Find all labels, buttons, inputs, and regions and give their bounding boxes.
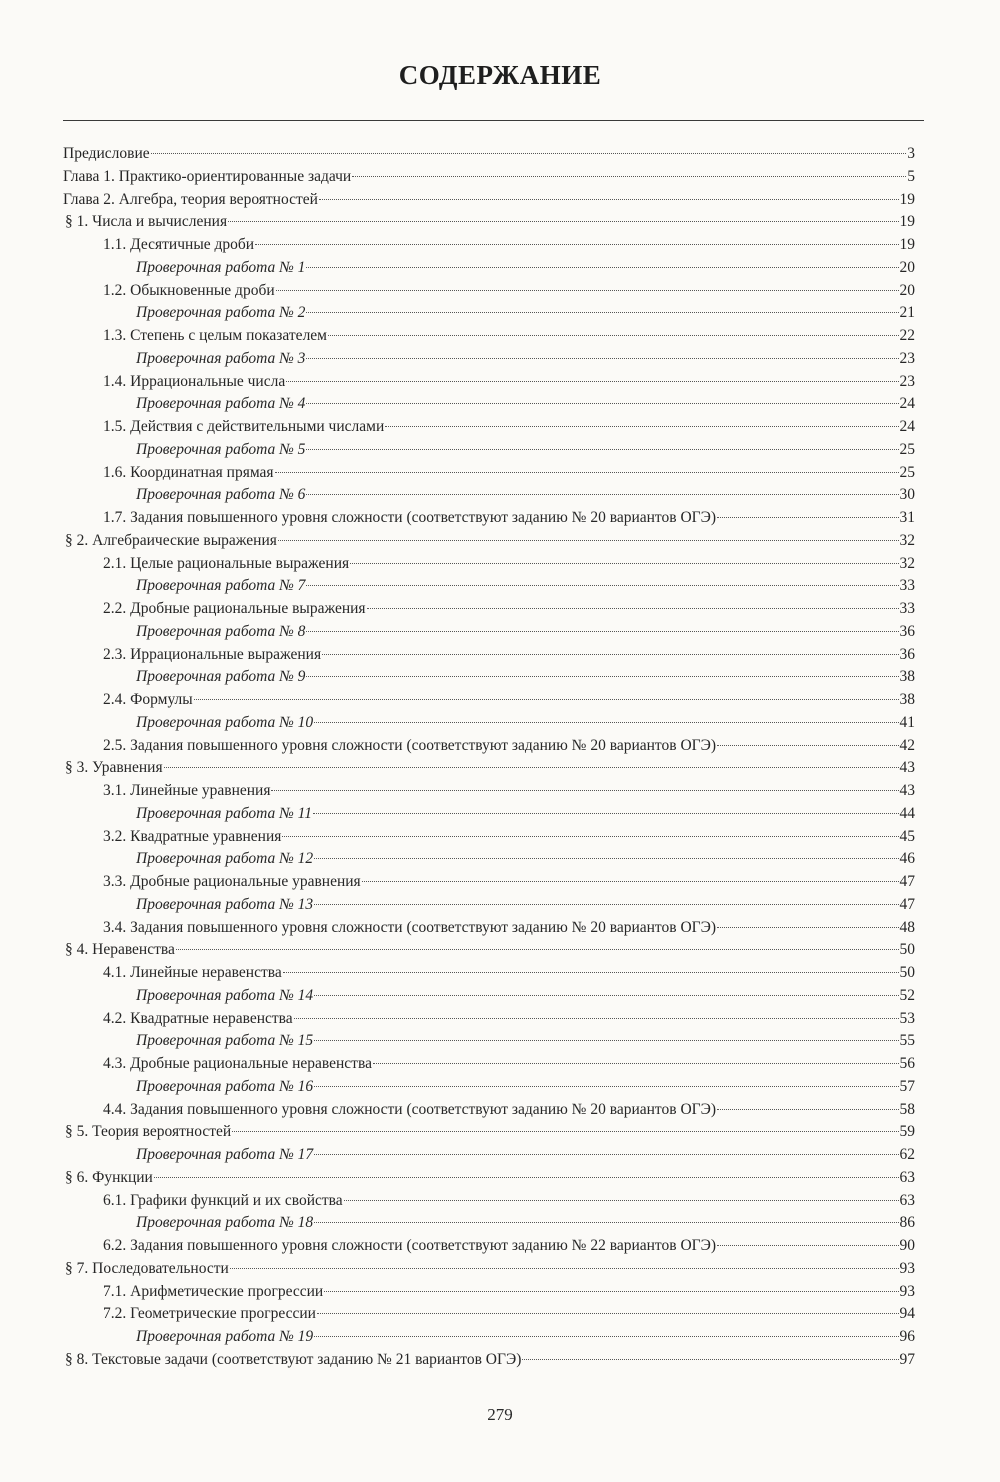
- toc-entry-page: 94: [899, 1305, 915, 1323]
- toc-entry: [63, 234, 915, 257]
- dot-leader: [276, 290, 899, 291]
- dot-leader: [314, 1222, 898, 1223]
- toc-entry: [63, 1121, 915, 1144]
- toc-entry: [63, 1167, 915, 1190]
- toc-entry-page: 25: [899, 463, 915, 481]
- toc-entry-label: 6.1. Графики функций и их свойства: [103, 1191, 343, 1209]
- toc-entry-page: 42: [899, 736, 915, 754]
- toc-entry-page: 25: [899, 440, 915, 458]
- toc-entry: [63, 871, 915, 894]
- toc-entry-label: 2.3. Иррациональные выражения: [103, 645, 322, 663]
- toc-entry: [63, 325, 915, 348]
- toc-entry-page: 46: [899, 850, 915, 868]
- toc-entry-label: Проверочная работа № 13: [136, 895, 314, 913]
- toc-entry-page: 55: [899, 1032, 915, 1050]
- toc-entry-page: 32: [899, 531, 915, 549]
- toc-entry-page: 38: [899, 691, 915, 708]
- toc-entry-page: 3: [907, 145, 915, 162]
- toc-entry-test: [63, 712, 915, 735]
- toc-entry-label: Глава 1. Практико-ориентированные задачи: [63, 167, 352, 185]
- toc-entry: [63, 143, 915, 166]
- toc-entry: [63, 780, 915, 803]
- toc-entry-page: 97: [899, 1350, 915, 1368]
- toc-entry-label: § 2. Алгебраические выражения: [65, 531, 277, 549]
- toc-entry-label: Проверочная работа № 16: [136, 1077, 314, 1095]
- toc-entry-page: 50: [899, 941, 915, 959]
- dot-leader: [314, 904, 898, 905]
- dot-leader: [362, 881, 899, 882]
- dot-leader: [319, 199, 899, 200]
- toc-entry-page: 47: [899, 873, 915, 890]
- toc-entry-label: 3.2. Квадратные уравнения: [103, 827, 282, 845]
- toc-entry-page: 19: [899, 236, 915, 253]
- dot-leader: [717, 745, 899, 746]
- toc-entry-page: 5: [907, 167, 915, 185]
- dot-leader: [352, 176, 906, 177]
- toc-entry-label: Проверочная работа № 6: [136, 486, 306, 504]
- toc-entry-page: 33: [899, 577, 915, 595]
- dot-leader: [306, 585, 898, 586]
- dot-leader: [314, 1336, 898, 1337]
- toc-entry-test: [63, 1030, 915, 1053]
- toc-entry-test: [63, 803, 915, 826]
- page-title: СОДЕРЖАНИЕ: [398, 60, 602, 90]
- toc-entry-page: 57: [899, 1077, 915, 1095]
- toc-entry-label: 4.4. Задания повышенного уровня сложности (соответствуют заданию № 20 вариантов ОГЭ): [103, 1100, 716, 1118]
- toc-entry-label: Проверочная работа № 15: [136, 1032, 314, 1050]
- toc-entry-label: 7.1. Арифметические прогрессии: [103, 1282, 324, 1300]
- toc-entry-page: 86: [899, 1214, 915, 1232]
- toc-entry-label: Проверочная работа № 14: [136, 986, 314, 1004]
- toc-entry: [63, 1258, 915, 1281]
- toc-entry-page: 23: [899, 349, 915, 367]
- toc-entry: [63, 211, 915, 234]
- toc-entry: [63, 939, 915, 962]
- toc-entry-label: 1.7. Задания повышенного уровня сложности (соответствуют заданию № 20 вариантов ОГЭ): [103, 509, 716, 526]
- dot-leader: [313, 813, 898, 814]
- toc-entry: [63, 917, 915, 940]
- toc-entry-test: [63, 848, 915, 871]
- toc-entry-label: § 1. Числа и вычисления: [65, 213, 228, 231]
- toc-entry: [63, 644, 915, 667]
- dot-leader: [271, 790, 898, 791]
- toc-entry-label: Проверочная работа № 8: [136, 622, 306, 640]
- dot-leader: [373, 1063, 899, 1064]
- dot-leader: [164, 767, 899, 768]
- toc-entry-label: § 8. Текстовые задачи (соответствуют заданию № 21 вариантов ОГЭ): [65, 1350, 522, 1368]
- toc-entry-page: 63: [899, 1168, 915, 1186]
- toc-entry-label: Проверочная работа № 2: [136, 304, 306, 322]
- dot-leader: [314, 1040, 898, 1041]
- toc-entry: [63, 189, 915, 212]
- toc-entry-test: [63, 257, 915, 280]
- toc-entry-label: 2.5. Задания повышенного уровня сложности (соответствуют заданию № 20 вариантов ОГЭ): [103, 736, 716, 754]
- toc-entry-page: 56: [899, 1055, 915, 1072]
- page-number: 279: [487, 1405, 513, 1424]
- toc-entry-test: [63, 393, 915, 416]
- toc-entry: [63, 962, 915, 985]
- dot-leader: [306, 494, 898, 495]
- toc-entry-test: [63, 575, 915, 598]
- table-of-contents: [63, 143, 915, 1372]
- toc-entry-label: 2.2. Дробные рациональные выражения: [103, 600, 366, 617]
- dot-leader: [350, 563, 898, 564]
- toc-entry-label: 1.1. Десятичные дроби: [103, 236, 255, 253]
- dot-leader: [306, 358, 898, 359]
- dot-leader: [317, 1313, 899, 1314]
- dot-leader: [283, 972, 899, 973]
- toc-entry-label: § 7. Последовательности: [65, 1259, 229, 1277]
- toc-entry-page: 21: [899, 304, 915, 322]
- toc-entry-label: Проверочная работа № 12: [136, 850, 314, 868]
- dot-leader: [367, 608, 899, 609]
- toc-entry: [63, 416, 915, 439]
- toc-entry-page: 63: [899, 1191, 915, 1209]
- toc-entry-label: Проверочная работа № 19: [136, 1328, 314, 1345]
- toc-entry: [63, 280, 915, 303]
- dot-leader: [306, 312, 898, 313]
- toc-entry: [63, 530, 915, 553]
- dot-leader: [154, 1177, 899, 1178]
- dot-leader: [717, 927, 899, 928]
- toc-entry: [63, 553, 915, 576]
- toc-entry-page: 20: [899, 281, 915, 299]
- dot-leader: [385, 426, 898, 427]
- toc-entry-label: 7.2. Геометрические прогрессии: [103, 1305, 316, 1323]
- dot-leader: [294, 1018, 899, 1019]
- dot-leader: [314, 1154, 898, 1155]
- toc-entry: [63, 1190, 915, 1213]
- toc-entry-label: Проверочная работа № 11: [136, 804, 313, 822]
- toc-entry-page: 19: [899, 213, 915, 231]
- toc-entry-page: 52: [899, 986, 915, 1004]
- dot-leader: [306, 676, 898, 677]
- dot-leader: [255, 244, 898, 245]
- toc-entry: [63, 1303, 915, 1326]
- toc-entry-label: Проверочная работа № 18: [136, 1214, 314, 1232]
- toc-entry: [63, 826, 915, 849]
- toc-entry-label: Проверочная работа № 9: [136, 668, 306, 686]
- title-rule: [63, 120, 924, 121]
- toc-entry-test: [63, 1076, 915, 1099]
- toc-entry-page: 90: [899, 1237, 915, 1254]
- toc-entry-label: Проверочная работа № 17: [136, 1146, 314, 1163]
- toc-entry-label: 1.4. Иррациональные числа: [103, 372, 286, 390]
- toc-entry-page: 31: [899, 509, 915, 526]
- toc-entry-test: [63, 1144, 915, 1167]
- toc-entry-label: 4.2. Квадратные неравенства: [103, 1009, 293, 1027]
- toc-entry-test: [63, 621, 915, 644]
- dot-leader: [322, 654, 898, 655]
- toc-entry-test: [63, 302, 915, 325]
- toc-entry-page: 43: [899, 782, 915, 799]
- toc-entry-page: 45: [899, 827, 915, 845]
- toc-entry-page: 22: [899, 327, 915, 344]
- toc-entry: [63, 689, 915, 712]
- toc-entry: [63, 1053, 915, 1076]
- toc-entry-label: 3.4. Задания повышенного уровня сложности (соответствуют заданию № 20 вариантов ОГЭ): [103, 918, 716, 936]
- dot-leader: [328, 335, 899, 336]
- toc-entry: [63, 371, 915, 394]
- dot-leader: [230, 1268, 899, 1269]
- dot-leader: [344, 1200, 899, 1201]
- toc-entry-test: [63, 484, 915, 507]
- toc-entry-label: Проверочная работа № 10: [136, 713, 314, 731]
- toc-entry-page: 93: [899, 1282, 915, 1300]
- toc-entry-page: 62: [899, 1146, 915, 1163]
- toc-entry-label: Проверочная работа № 5: [136, 440, 306, 458]
- dot-leader: [717, 517, 899, 518]
- toc-entry-label: 2.4. Формулы: [103, 691, 193, 708]
- dot-leader: [522, 1359, 898, 1360]
- toc-entry-label: Предисловие: [63, 145, 150, 162]
- toc-entry-label: Проверочная работа № 4: [136, 395, 306, 413]
- dot-leader: [314, 995, 898, 996]
- toc-entry-test: [63, 666, 915, 689]
- toc-entry: [63, 1008, 915, 1031]
- toc-entry: [63, 166, 915, 189]
- dot-leader: [151, 153, 907, 154]
- dot-leader: [282, 836, 898, 837]
- toc-entry: [63, 735, 915, 758]
- dot-leader: [314, 1086, 898, 1087]
- dot-leader: [275, 472, 899, 473]
- toc-entry-label: Проверочная работа № 3: [136, 349, 306, 367]
- toc-entry-label: Проверочная работа № 1: [136, 258, 306, 276]
- dot-leader: [314, 722, 898, 723]
- toc-entry-label: § 4. Неравенства: [65, 941, 175, 959]
- toc-entry-page: 36: [899, 645, 915, 663]
- toc-entry-page: 38: [899, 668, 915, 686]
- toc-entry-page: 47: [899, 895, 915, 913]
- toc-entry-page: 23: [899, 372, 915, 390]
- toc-entry-page: 53: [899, 1009, 915, 1027]
- dot-leader: [717, 1245, 899, 1246]
- toc-entry: [63, 1099, 915, 1122]
- toc-entry-page: 59: [899, 1123, 915, 1141]
- toc-entry-label: 1.3. Степень с целым показателем: [103, 327, 327, 344]
- toc-entry-label: 4.1. Линейные неравенства: [103, 964, 282, 981]
- dot-leader: [324, 1291, 898, 1292]
- toc-entry-page: 32: [899, 554, 915, 572]
- toc-entry: [63, 1235, 915, 1258]
- toc-entry-page: 20: [899, 258, 915, 276]
- dot-leader: [306, 631, 898, 632]
- dot-leader: [176, 949, 899, 950]
- dot-leader: [194, 699, 899, 700]
- dot-leader: [306, 449, 898, 450]
- toc-entry-label: § 6. Функции: [65, 1168, 153, 1186]
- toc-entry-test: [63, 985, 915, 1008]
- toc-entry-page: 24: [899, 418, 915, 435]
- toc-entry-page: 24: [899, 395, 915, 413]
- toc-entry-page: 44: [899, 804, 915, 822]
- toc-entry-page: 36: [899, 622, 915, 640]
- toc-entry-test: [63, 348, 915, 371]
- toc-entry-label: 6.2. Задания повышенного уровня сложности (соответствуют заданию № 22 вариантов ОГЭ): [103, 1237, 716, 1254]
- toc-entry-test: [63, 1326, 915, 1349]
- toc-entry-test: [63, 894, 915, 917]
- toc-entry-label: 2.1. Целые рациональные выражения: [103, 554, 350, 572]
- toc-entry-page: 50: [899, 964, 915, 981]
- toc-entry: [63, 598, 915, 621]
- toc-entry-label: 1.5. Действия с действительными числами: [103, 418, 385, 435]
- toc-entry-label: § 5. Теория вероятностей: [65, 1123, 232, 1141]
- toc-entry-test: [63, 439, 915, 462]
- toc-entry-label: 3.3. Дробные рациональные уравнения: [103, 873, 361, 890]
- toc-entry-page: 48: [899, 918, 915, 936]
- dot-leader: [286, 381, 898, 382]
- toc-entry: [63, 1281, 915, 1304]
- toc-entry-page: 43: [899, 759, 915, 777]
- toc-entry: [63, 757, 915, 780]
- toc-entry-label: Глава 2. Алгебра, теория вероятностей: [63, 190, 318, 208]
- toc-entry-page: 96: [899, 1328, 915, 1345]
- toc-entry: [63, 507, 915, 530]
- toc-entry-test: [63, 1212, 915, 1235]
- toc-entry: [63, 1349, 915, 1372]
- toc-entry: [63, 462, 915, 485]
- dot-leader: [306, 403, 898, 404]
- toc-entry-page: 93: [899, 1259, 915, 1277]
- toc-entry-label: 1.6. Координатная прямая: [103, 463, 274, 481]
- toc-entry-label: 1.2. Обыкновенные дроби: [103, 281, 275, 299]
- toc-entry-page: 41: [899, 713, 915, 731]
- toc-entry-label: 4.3. Дробные рациональные неравенства: [103, 1055, 372, 1072]
- toc-entry-page: 33: [899, 600, 915, 617]
- dot-leader: [717, 1109, 899, 1110]
- toc-entry-page: 58: [899, 1100, 915, 1118]
- toc-entry-page: 19: [899, 190, 915, 208]
- dot-leader: [314, 858, 898, 859]
- dot-leader: [232, 1131, 898, 1132]
- dot-leader: [228, 221, 898, 222]
- toc-entry-label: Проверочная работа № 7: [136, 577, 306, 595]
- toc-entry-label: 3.1. Линейные уравнения: [103, 782, 271, 799]
- dot-leader: [306, 267, 898, 268]
- toc-entry-page: 30: [899, 486, 915, 504]
- toc-entry-label: § 3. Уравнения: [65, 759, 163, 777]
- dot-leader: [278, 540, 899, 541]
